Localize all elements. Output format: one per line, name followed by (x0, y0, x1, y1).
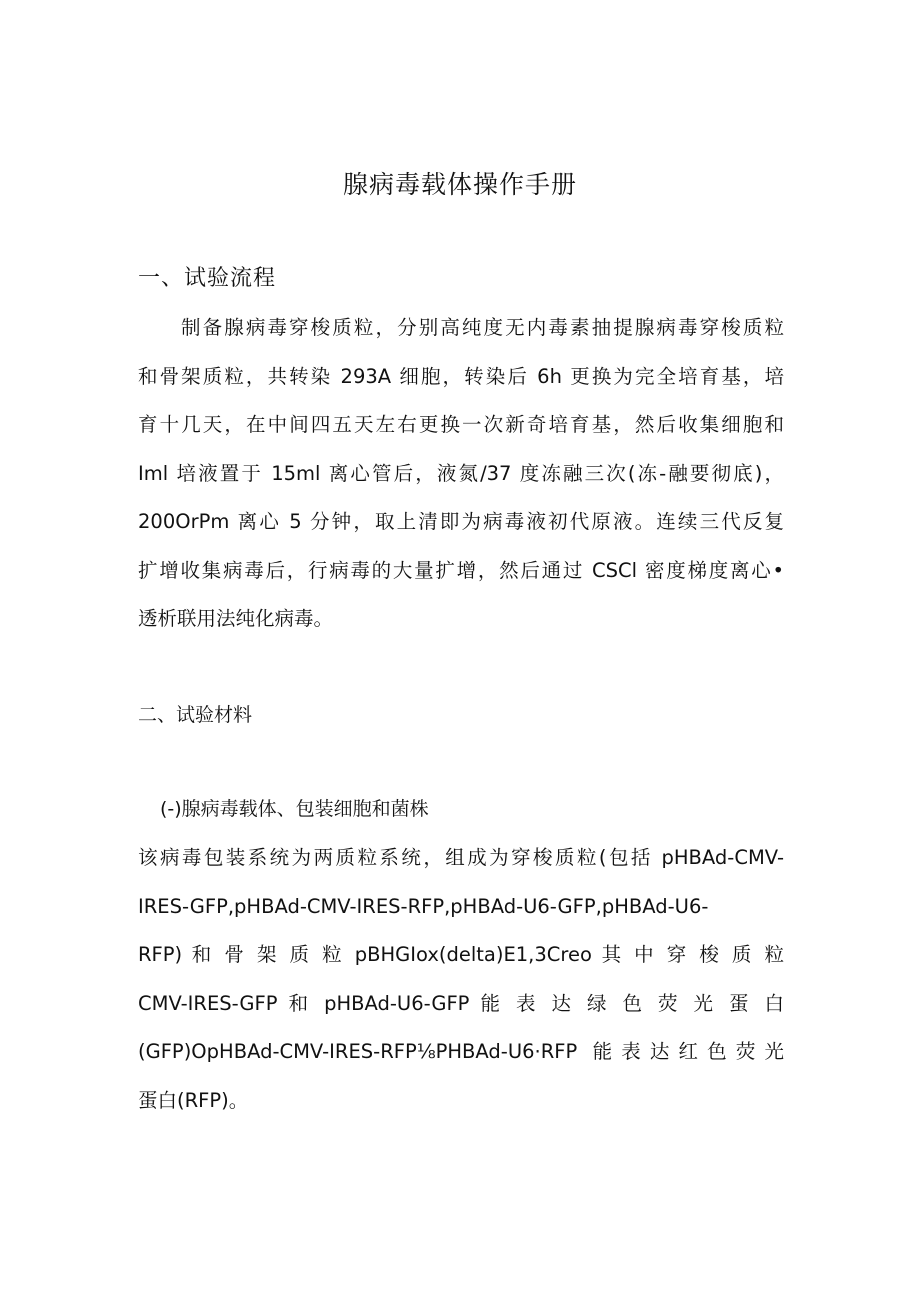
paragraph-line: 该病毒包装系统为两质粒系统，组成为穿梭质粒(包括 pHBAd-CMV- (138, 846, 784, 869)
paragraph-line: IRES-GFP,pHBAd-CMV-IRES-RFP,pHBAd-U6-GFP,pHBAd-U6- (138, 894, 709, 918)
materials-paragraph (138, 834, 784, 1125)
paragraph-line: 蛋白(RFP)。 (138, 1088, 249, 1112)
paragraph-line: 200OrPm 离心 5 分钟，取上清即为病毒液初代原液。连续三代反复 (138, 510, 784, 533)
paragraph-line: 扩增收集病毒后，行病毒的大量扩增，然后通过 CSCl 密度梯度离心• (138, 558, 784, 582)
paragraph-line: CMV-IRES-GFP 和 pHBAd-U6-GFP 能 表 达 绿 色 荧 光 蛋 白 (138, 991, 784, 1015)
subsection-heading-vectors: (-)腺病毒载体、包装细胞和菌株 (160, 798, 429, 820)
paragraph-line: RFP) 和 骨 架 质 粒 pBHGIox(delta)E1,3Creo 其 中 穿 梭 质 粒 (138, 943, 784, 966)
section-heading-procedure: 一、试验流程 (138, 266, 277, 291)
paragraph-line: 制备腺病毒穿梭质粒，分别高纯度无内毒素抽提腺病毒穿梭质粒 (181, 316, 784, 339)
paragraph-line: 透析联用法纯化病毒。 (138, 607, 334, 630)
paragraph-line: 育十几天，在中间四五天左右更换一次新奇培育基，然后收集细胞和 (138, 413, 784, 436)
procedure-paragraph (138, 304, 784, 644)
section-heading-materials: 二、试验材料 (138, 704, 253, 726)
paragraph-line: Iml 培液置于 15ml 离心管后，液氮/37 度冻融三次(冻-融要彻底)， (138, 461, 784, 485)
paragraph-line: 和骨架质粒，共转染 293A 细胞，转染后 6h 更换为完全培育基，培 (138, 364, 784, 388)
paragraph-line: (GFP)OpHBAd-CMV-IRES-RFP⅛PHBAd-U6·RFP 能表达红色荧光 (138, 1040, 784, 1063)
document-title: 腺病毒载体操作手册 (342, 170, 577, 199)
